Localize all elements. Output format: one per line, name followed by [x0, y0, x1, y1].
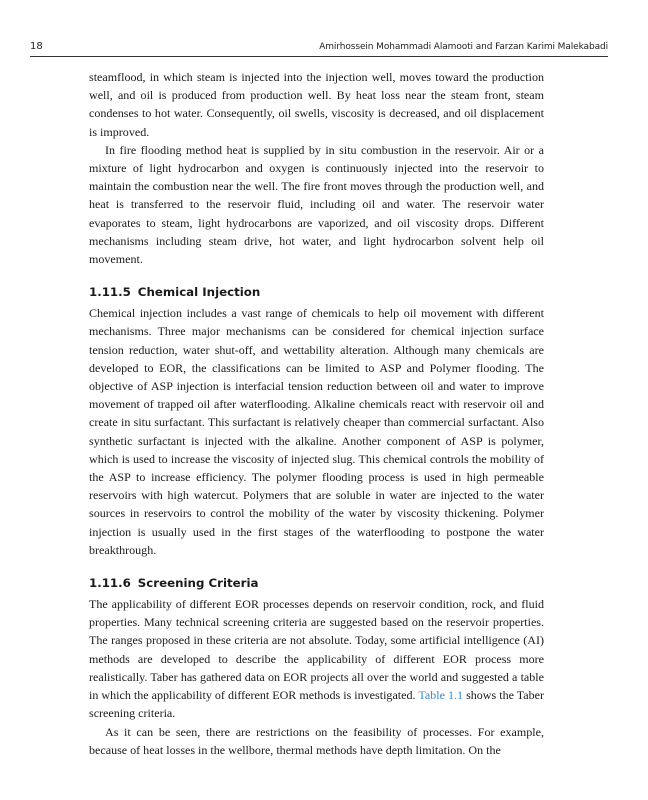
paragraph-text: The applicability of different EOR processes depends on reservoir condition, rock, and fluid properties. Many technical screening criteria are suggested based on the reservoir properties. The ranges proposed in these criteria are not absolute. Today, some artificial intelligence (AI) methods are developed to describe the applicability of different EOR process more realistically. Taber has gathered data on EOR projects all over the world and suggested a table in which the applicability of different EOR methods is investigated.: [89, 597, 544, 703]
section-heading-screening-criteria: [89, 574, 544, 592]
paragraph-steamflood: steamflood, in which steam is injected into the injection well, moves toward the production well, and oil is produced from production well. By heat loss near the steam front, steam condenses to hot water. Consequently, oil swells, viscosity is decreased, and oil displacement is improved.: [89, 70, 544, 139]
section-title: Chemical Injection: [137, 285, 261, 300]
paragraph-text: shows the Taber screening criteria.: [89, 688, 545, 721]
table-reference-link[interactable]: Table 1.1: [418, 688, 464, 703]
header-rule: [30, 56, 608, 57]
running-header: [30, 38, 608, 54]
paragraph-restrictions: As it can be seen, there are restrictions on the feasibility of processes. For example, because of heat losses in the wellbore, thermal methods have depth limitation. On the: [89, 724, 544, 757]
section-heading-chemical-injection: [89, 283, 544, 301]
paragraph-fire-flooding: In fire flooding method heat is supplied by in situ combustion in the reservoir. Air or a mixture of light hydrocarbon and oxygen is continuously injected into the reservoir to maintain the combustion near the well. The fire front moves through the production well, and heat is transferred to the reservoir fluid, including oil and water. The reservoir water evaporates to steam, light hydrocarbons are vaporized, and oil viscosity drops. Different mechanisms including steam drive, hot water, and light hydrocarbon solvent help oil movement.: [89, 142, 544, 267]
running-header-authors: Amirhossein Mohammadi Alamooti and Farzan Karimi Malekabadi: [319, 42, 608, 52]
page-body: [89, 68, 544, 759]
section-number: 1.11.5: [89, 285, 131, 300]
section-number: 1.11.6: [89, 576, 131, 591]
paragraph-screening-criteria: [89, 595, 544, 722]
page-number: 18: [30, 41, 43, 52]
paragraph-chemical-injection: Chemical injection includes a vast range of chemicals to help oil movement with different mechanisms. Three major mechanisms can be considered for chemical injection surface tension reduction, water shut-off, and wettability alteration. Although many chemicals are developed to EOR, the classifications can be limited to ASP and Polymer flooding. The objective of ASP injection is interfacial tension reduction between oil and water to improve movement of trapped oil after waterflooding. Alkaline chemicals react with reservoir oil and create in situ surfactant. This surfactant is relatively cheaper than commercial surfactant. Also synthetic surfactant is injected with the alkaline. Another component of ASP is polymer, which is used to increase the viscosity of injected slug. This chemical controls the mobility of the ASP to increase efficiency. The polymer flooding process is used in high permeable reservoirs with high watercut. Polymers that are soluble in water are injected to the water sources in reservoirs to control the mobility of the water by viscosity thickening. Polymer injection is usually used in the first stages of the waterflooding to postpone the water breakthrough.: [89, 306, 544, 557]
section-title: Screening Criteria: [137, 576, 259, 591]
